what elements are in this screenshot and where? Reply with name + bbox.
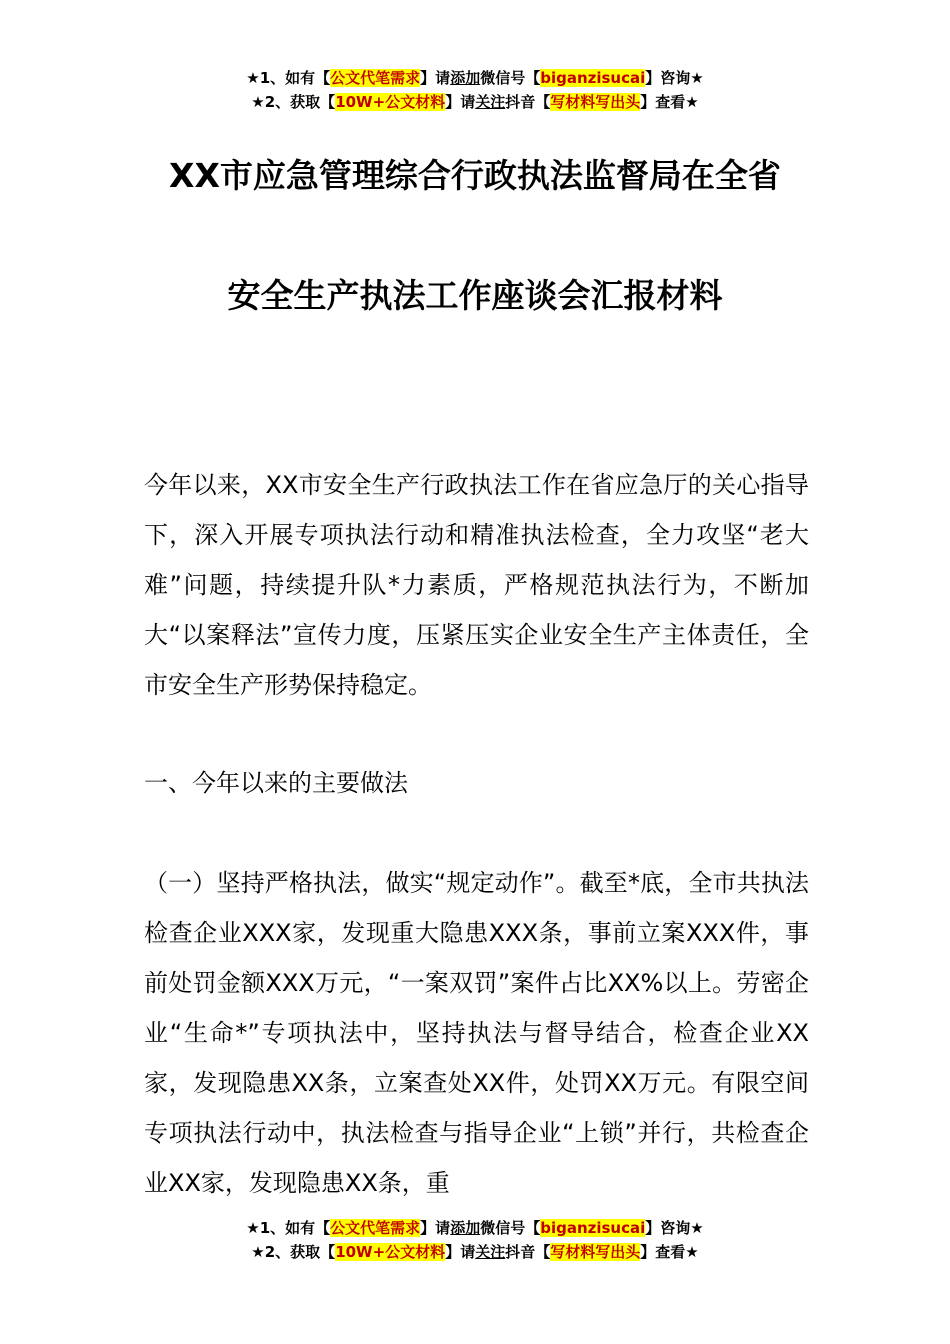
- banner-text: 】请: [445, 1243, 476, 1261]
- banner-highlight: 10W+公文材料: [335, 93, 446, 111]
- banner-underlined: 添加: [450, 69, 481, 87]
- banner-text: ★2、获取【: [251, 93, 336, 111]
- document-title-line-1: XX市应急管理综合行政执法监督局在全省: [169, 156, 781, 195]
- banner-text: 】咨询★: [645, 1219, 704, 1237]
- section-text: （一）坚持严格执法，做实“规定动作”。截至*底，全市共执法检查企业XXX家，发现重大隐患XXX条，事前立案XXX件，事前处罚金额XXX万元，“一案双罚”案件占比XX%以上。劳密企业“生命*”专项执法中，坚持执法与督导结合，检查企业XX家，发现隐患XX条，立案查处XX件，处罚XX万元。有限空间专项执法行动中，执法检查与指导企业“上锁”并行，共检查企业XX家，发现隐患XX条，重: [144, 869, 809, 1197]
- banner-underlined: 添加: [450, 1219, 481, 1237]
- banner-line-1: [0, 66, 950, 90]
- banner-text: 微信号【: [480, 1219, 541, 1237]
- banner-text: ★2、获取【: [251, 1243, 336, 1261]
- banner-highlight: biganzisucai: [540, 1219, 646, 1237]
- banner-highlight: biganzisucai: [540, 69, 646, 87]
- banner-underlined: 关注: [475, 1243, 506, 1261]
- banner-highlight: 写材料写出头: [550, 1243, 641, 1261]
- banner-line-1: [0, 1216, 950, 1240]
- banner-highlight: 10W+公文材料: [335, 1243, 446, 1261]
- banner-highlight: 写材料写出头: [550, 93, 641, 111]
- footer-banner: [0, 1216, 950, 1264]
- header-banner: [0, 66, 950, 114]
- banner-text: 抖音【: [505, 93, 551, 111]
- banner-text: 】请: [420, 1219, 451, 1237]
- section-heading-text: 一、今年以来的主要做法: [144, 769, 408, 797]
- banner-line-2: [0, 1240, 950, 1264]
- banner-text: 微信号【: [480, 69, 541, 87]
- banner-highlight: 公文代笔需求: [330, 1219, 421, 1237]
- banner-text: ★1、如有【: [246, 1219, 331, 1237]
- banner-underlined: 关注: [475, 93, 506, 111]
- banner-text: 】咨询★: [645, 69, 704, 87]
- banner-text: 】查看★: [640, 93, 699, 111]
- banner-line-2: [0, 90, 950, 114]
- banner-text: 抖音【: [505, 1243, 551, 1261]
- intro-text: 今年以来，XX市安全生产行政执法工作在省应急厅的关心指导下，深入开展专项执法行动和精准执法检查，全力攻坚“老大难”问题，持续提升队*力素质，严格规范执法行为，不断加大“以案释法”宣传力度，压紧压实企业安全生产主体责任，全市安全生产形势保持稳定。: [144, 471, 809, 699]
- banner-text: ★1、如有【: [246, 69, 331, 87]
- document-title-line-2: 安全生产执法工作座谈会汇报材料: [227, 276, 723, 315]
- banner-text: 】请: [420, 69, 451, 87]
- banner-text: 】请: [445, 93, 476, 111]
- banner-highlight: 公文代笔需求: [330, 69, 421, 87]
- banner-text: 】查看★: [640, 1243, 699, 1261]
- intro-paragraph: [144, 460, 809, 710]
- section-paragraph: [144, 858, 809, 1208]
- section-heading: [144, 758, 809, 808]
